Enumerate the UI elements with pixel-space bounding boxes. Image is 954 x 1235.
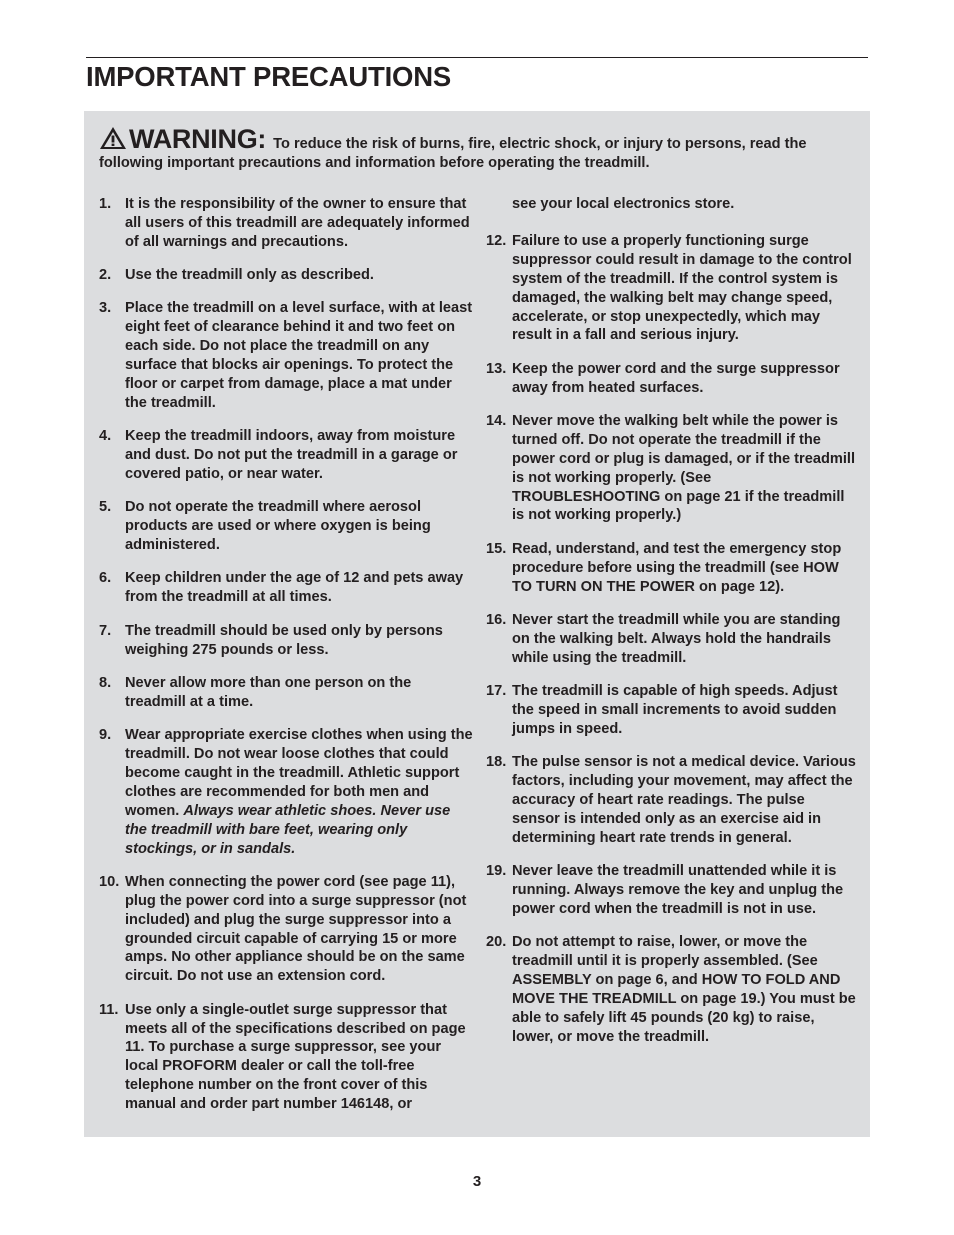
page-number: 3 [472, 1173, 482, 1190]
item-number: 10. [99, 873, 120, 890]
item-number: 6. [99, 570, 112, 587]
item-number: 8. [99, 674, 112, 691]
item-number: 16. [486, 611, 507, 628]
precaution-item [99, 873, 474, 986]
item-text: The treadmill should be used only by persons weighing 275 pounds or less. [125, 622, 443, 658]
item-text: Keep the treadmill indoors, away from moisture and dust. Do not put the treadmill in a garage or covered patio, or near water. [125, 428, 458, 483]
item-number: 5. [99, 499, 112, 516]
item-text: Read, understand, and test the emergency stop procedure before using the treadmill (see HOW TO TURN ON THE POWER on page 12). [512, 540, 842, 595]
item-text: Use the treadmill only as described. [125, 267, 374, 284]
precaution-item [99, 427, 474, 484]
precautions-right-column [486, 195, 856, 1061]
item-text: Do not operate the treadmill where aerosol products are used or where oxygen is being administered. [125, 499, 431, 554]
precaution-item [99, 498, 474, 555]
item-number: 4. [99, 428, 112, 445]
precaution-item [486, 611, 856, 668]
page-title: IMPORTANT PRECAUTIONS [86, 61, 452, 92]
item-number: 2. [99, 267, 112, 284]
precaution-item [99, 266, 474, 285]
precaution-item [486, 933, 856, 1046]
item-text: Keep children under the age of 12 and pets away from the treadmill at all times. [125, 570, 464, 606]
item-number: 19. [486, 863, 507, 880]
item-text: Never allow more than one person on the treadmill at a time. [125, 674, 412, 710]
item-text: Place the treadmill on a level surface, with at least eight feet of clearance behind it and two feet on each side. Do not place the treadmill on any surface that blocks air openings. To protect the floor or carpet from damage, place a mat under the treadmill. [125, 300, 473, 411]
item-text: Wear appropriate exercise clothes when using the treadmill. Do not wear loose clothes that could become caught in the treadmill. Athletic support clothes are recommended for both men and women. [125, 727, 473, 819]
item-number: 9. [99, 727, 112, 744]
item-text: Never move the walking belt while the power is turned off. Do not operate the treadmill if the power cord or plug is damaged, or if the treadmill is not working properly. (See TROUBLESHOOTING on page 21 if the treadmill is not working properly.) [512, 412, 856, 524]
precaution-item [486, 360, 856, 398]
item-number: 13. [486, 360, 507, 377]
item-text: Keep the power cord and the surge suppressor away from heated surfaces. [512, 360, 840, 396]
precaution-item [99, 726, 474, 858]
item-number: 12. [486, 232, 507, 249]
item-text: Never leave the treadmill unattended while it is running. Always remove the key and unplug the power cord when the treadmill is not in use. [512, 863, 844, 917]
precaution-item [99, 622, 474, 660]
item-text: The pulse sensor is not a medical device. Various factors, including your movement, may affect the accuracy of heart rate readings. The pulse sensor is intended only as an exercise aid in determining heart rate trends in general. [512, 754, 856, 846]
item-text: Failure to use a properly functioning surge suppressor could result in damage to the control system of the treadmill. If the control system is damaged, the walking belt may change speed, accelerate, or stop unexpectedly, which may result in a fall and serious injury. [512, 232, 852, 344]
item-number: 14. [486, 412, 507, 429]
item-emphasis: Always wear athletic shoes. Never use the treadmill with bare feet, wearing only stockings, or in sandals. [125, 802, 451, 857]
precaution-item [99, 1001, 474, 1114]
precaution-item [486, 682, 856, 739]
precaution-item [486, 540, 856, 597]
item-number: 15. [486, 540, 507, 557]
item-text: It is the responsibility of the owner to ensure that all users of this treadmill are adequately informed of all warnings and precautions. [125, 196, 470, 250]
precaution-item [486, 232, 856, 345]
item-number: 7. [99, 622, 112, 639]
top-rule [86, 57, 868, 58]
warning-label: WARNING: [129, 124, 267, 154]
item-text: Never start the treadmill while you are standing on the walking belt. Always hold the handrails while using the treadmill. [512, 611, 841, 666]
item-number: 3. [99, 300, 112, 317]
precaution-item [486, 753, 856, 848]
item-number: 11. [99, 1001, 119, 1018]
item-number: 17. [486, 682, 507, 699]
precautions-left-column [99, 195, 474, 1128]
item-text: The treadmill is capable of high speeds. Adjust the speed in small increments to avoid sudden jumps in speed. [512, 682, 838, 737]
precaution-item [99, 299, 474, 412]
warning-statement [99, 126, 855, 173]
precaution-item [99, 569, 474, 607]
precaution-item [486, 862, 856, 919]
warning-text: To reduce the risk of burns, fire, electric shock, or injury to persons, read the following important precautions and information before operating the treadmill. [99, 136, 807, 171]
precaution-item [99, 195, 474, 252]
item-number: 18. [486, 754, 507, 771]
item-number: 1. [99, 196, 112, 212]
precaution-item [99, 674, 474, 712]
item-number: 20. [486, 934, 507, 951]
item-text: When connecting the power cord (see page 11), plug the power cord into a surge suppressor (not included) and plug the surge suppressor into a grounded circuit capable of carrying 15 or more amps. No other appliance should be on the same circuit. Do not use an extension cord. [125, 873, 467, 985]
item-text: Do not attempt to raise, lower, or move the treadmill until it is properly assembled. (See ASSEMBLY on page 6, and HOW TO FOLD AND MOVE THE TREADMILL on page 19.) You must be able to safely lift 45 pounds (20 kg) to raise, lower, or move the treadmill. [512, 934, 856, 1045]
precaution-item [486, 412, 856, 525]
warning-triangle-icon [99, 126, 127, 150]
item-continuation: see your local electronics store. [512, 196, 735, 212]
item-text: Use only a single-outlet surge suppressor that meets all of the specifications described on page 11. To purchase a surge suppressor, see your local PROFORM dealer or call the toll-free telephone number on the front cover of this manual and order part number 146148, or [125, 1001, 466, 1113]
